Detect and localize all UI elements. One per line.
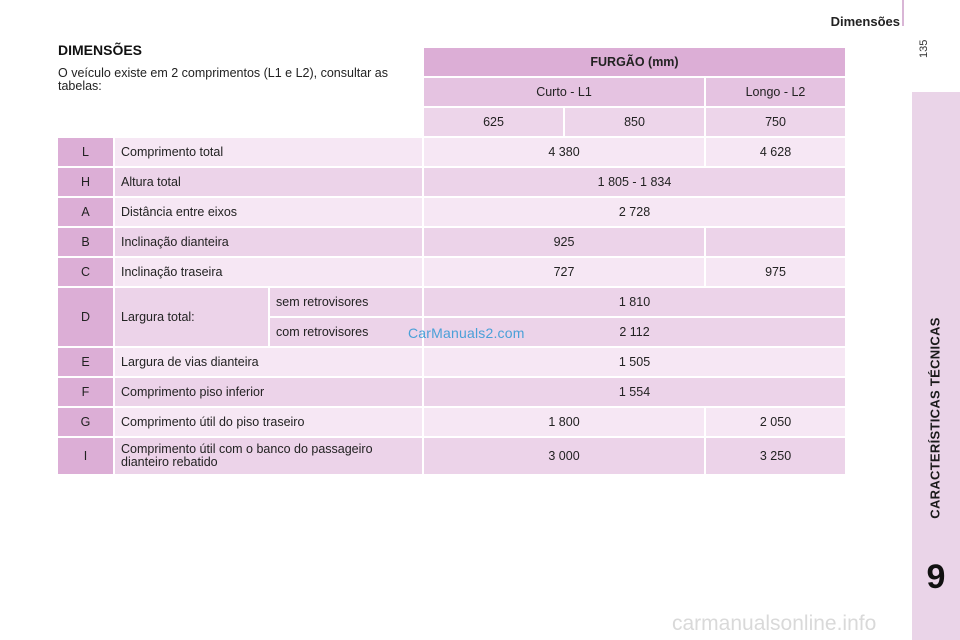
- row-code: G: [58, 408, 113, 436]
- table-row: [58, 258, 845, 286]
- table-row: [58, 408, 845, 436]
- table-row: [58, 438, 845, 474]
- row-value-l1: 4 380: [424, 138, 704, 166]
- header-longo-l2: Longo - L2: [706, 78, 845, 106]
- row-label: Largura total:: [115, 288, 268, 346]
- table-row: [58, 288, 845, 316]
- header-col-625: 625: [424, 108, 563, 136]
- row-value-l2: 4 628: [706, 138, 845, 166]
- row-value-l2: 3 250: [706, 438, 845, 474]
- intro-text: O veículo existe em 2 comprimentos (L1 e L2), consultar as tabelas:: [58, 66, 389, 93]
- row-label: Comprimento útil do piso traseiro: [115, 408, 422, 436]
- row-code: L: [58, 138, 113, 166]
- table-group-header: FURGÃO (mm): [424, 48, 845, 76]
- row-label: Comprimento útil com o banco do passageiro dianteiro rebatido: [115, 438, 422, 474]
- row-code: D: [58, 288, 113, 346]
- table-row: [58, 138, 845, 166]
- row-label: Altura total: [115, 168, 422, 196]
- row-label: Comprimento piso inferior: [115, 378, 422, 406]
- row-code: F: [58, 378, 113, 406]
- table-row: [58, 378, 845, 406]
- row-label: Distância entre eixos: [115, 198, 422, 226]
- row-value-l2: 975: [706, 258, 845, 286]
- row-code: H: [58, 168, 113, 196]
- page-number: 135: [918, 39, 930, 58]
- header-curto-l1: Curto - L1: [424, 78, 704, 106]
- row-value-l1: 925: [424, 228, 704, 256]
- row-sublabel: com retrovisores: [270, 318, 422, 346]
- row-code: B: [58, 228, 113, 256]
- row-label: Comprimento total: [115, 138, 422, 166]
- dimensions-table: [56, 46, 847, 476]
- footer-watermark: carmanualsonline.info: [672, 612, 877, 635]
- row-value-l1: 3 000: [424, 438, 704, 474]
- row-code: I: [58, 438, 113, 474]
- row-label: Inclinação dianteira: [115, 228, 422, 256]
- row-code: A: [58, 198, 113, 226]
- header-col-850: 850: [565, 108, 704, 136]
- row-code: C: [58, 258, 113, 286]
- header-rule: [902, 0, 904, 26]
- row-value: 1 805 - 1 834: [424, 168, 845, 196]
- row-value: 2 728: [424, 198, 845, 226]
- row-value-l2: [706, 228, 845, 256]
- table-row: [58, 348, 845, 376]
- row-label: Inclinação traseira: [115, 258, 422, 286]
- table-row: [58, 198, 845, 226]
- row-value: 1 505: [424, 348, 845, 376]
- row-value-l2: 2 050: [706, 408, 845, 436]
- row-code: E: [58, 348, 113, 376]
- chapter-number: 9: [926, 558, 946, 596]
- header-col-750: 750: [706, 108, 845, 136]
- row-value-l1: 727: [424, 258, 704, 286]
- table-row: [58, 168, 845, 196]
- section-title: DIMENSÕES: [58, 42, 143, 58]
- row-value: 2 112: [424, 318, 845, 346]
- chapter-title: CARACTERÍSTICAS TÉCNICAS: [927, 317, 943, 519]
- page-header: Dimensões: [830, 14, 900, 29]
- table-row: [58, 228, 845, 256]
- row-label: Largura de vias dianteira: [115, 348, 422, 376]
- row-value: 1 554: [424, 378, 845, 406]
- watermark-link[interactable]: CarManuals2.com: [408, 325, 525, 341]
- row-sublabel: sem retrovisores: [270, 288, 422, 316]
- row-value: 1 810: [424, 288, 845, 316]
- row-value-l1: 1 800: [424, 408, 704, 436]
